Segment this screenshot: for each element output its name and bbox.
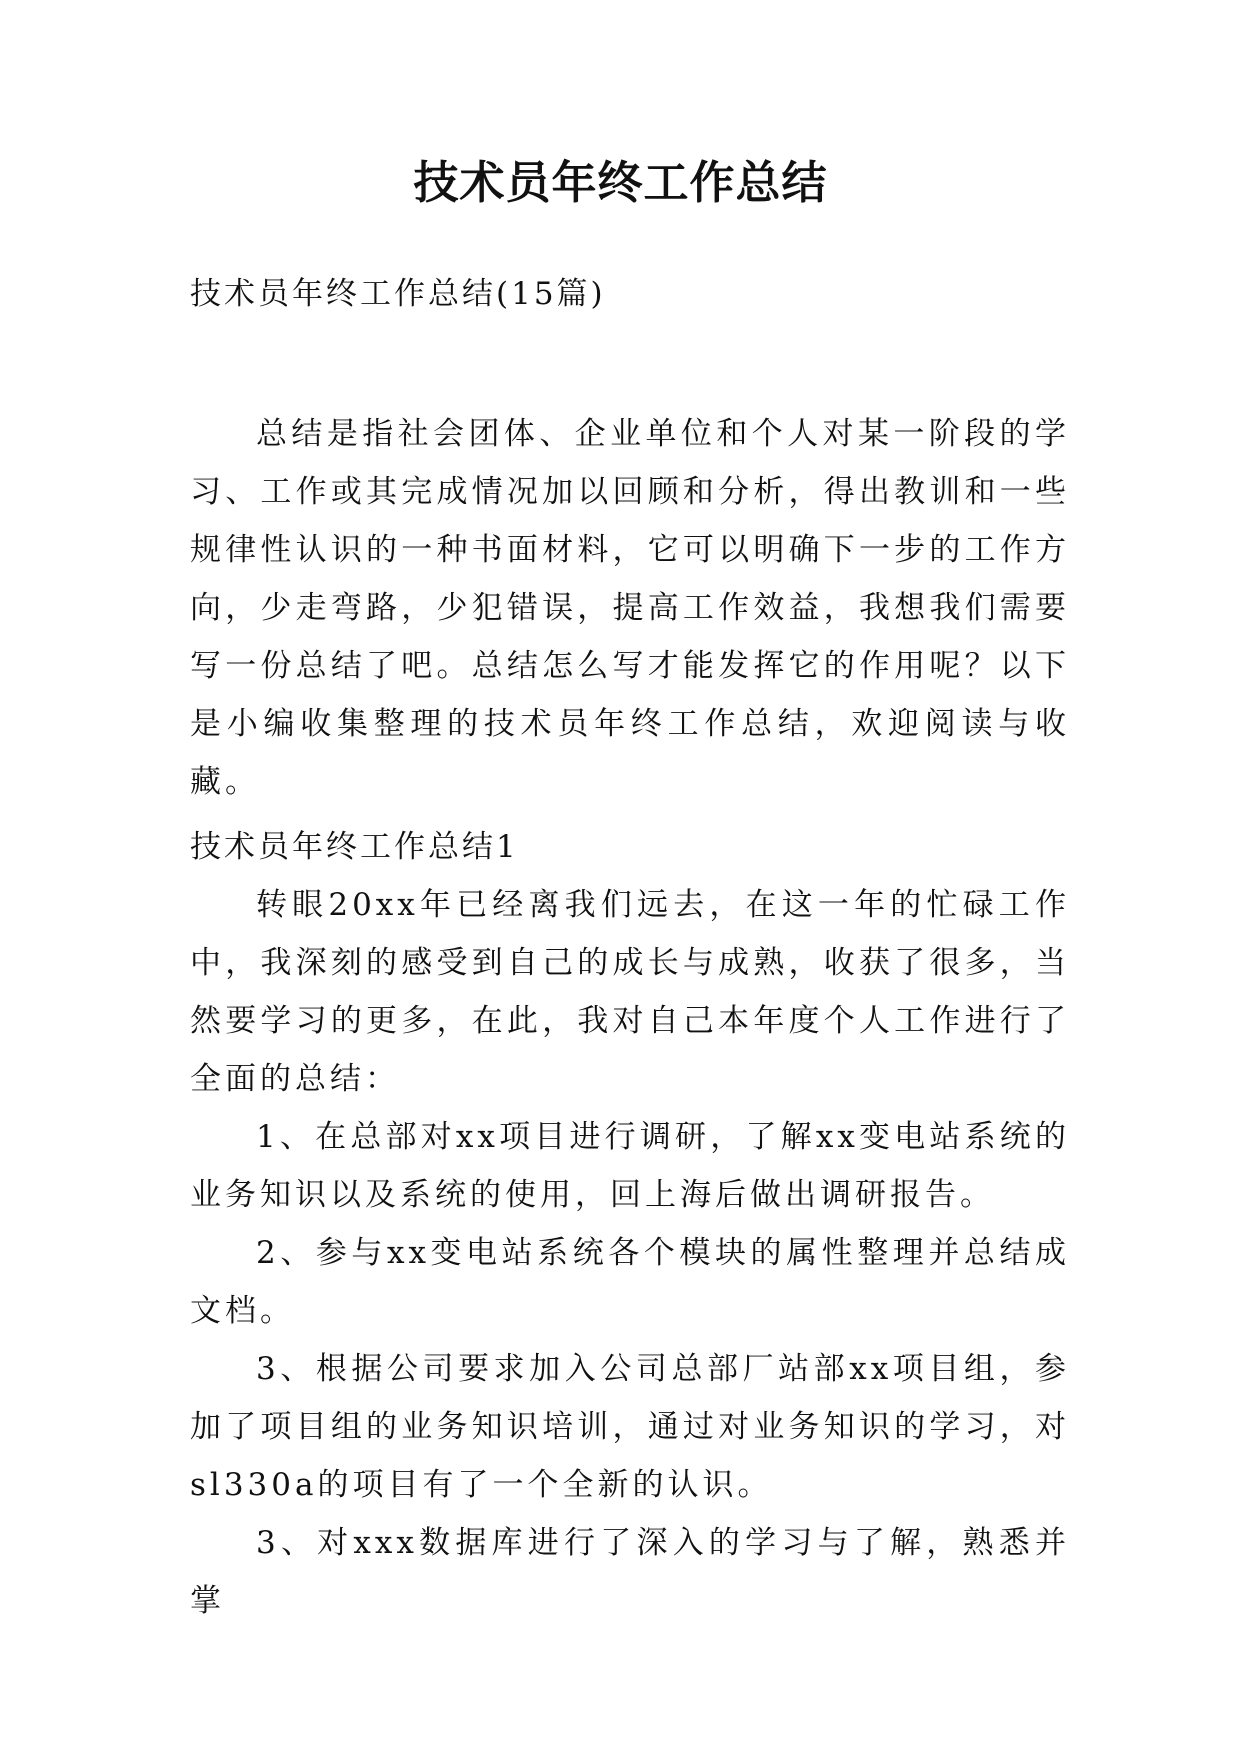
document-subtitle: 技术员年终工作总结(15篇)	[190, 276, 606, 312]
intro-paragraph: 总结是指社会团体、企业单位和个人对某一阶段的学习、工作或其完成情况加以回顾和分析，得出教训和一些规律性认识的一种书面材料，它可以明确下一步的工作方向，少走弯路，少犯错误，提高工作效益，我想我们需要写一份总结了吧。总结怎么写才能发挥它的作用呢？以下是小编收集整理的技术员年终工作总结，欢迎阅读与收藏。	[190, 416, 1070, 800]
body-paragraph: 3、对xxx数据库进行了深入的学习与了解，熟悉并掌	[190, 1525, 1070, 1619]
body-paragraph: 3、根据公司要求加入公司总部厂站部xx项目组，参加了项目组的业务知识培训，通过对业务知识的学习，对sl330a的项目有了一个全新的认识。	[190, 1351, 1070, 1503]
body-paragraph: 2、参与xx变电站系统各个模块的属性整理并总结成文档。	[190, 1235, 1070, 1329]
body-paragraph: 转眼20xx年已经离我们远去，在这一年的忙碌工作中，我深刻的感受到自己的成长与成熟，收获了很多，当然要学习的更多，在此，我对自己本年度个人工作进行了全面的总结：	[190, 887, 1070, 1097]
section-heading: 技术员年终工作总结1	[190, 829, 519, 865]
section-body	[190, 876, 1070, 1630]
document-title: 技术员年终工作总结	[413, 156, 828, 209]
body-paragraph: 1、在总部对xx项目进行调研，了解xx变电站系统的业务知识以及系统的使用，回上海后做出调研报告。	[190, 1119, 1070, 1213]
